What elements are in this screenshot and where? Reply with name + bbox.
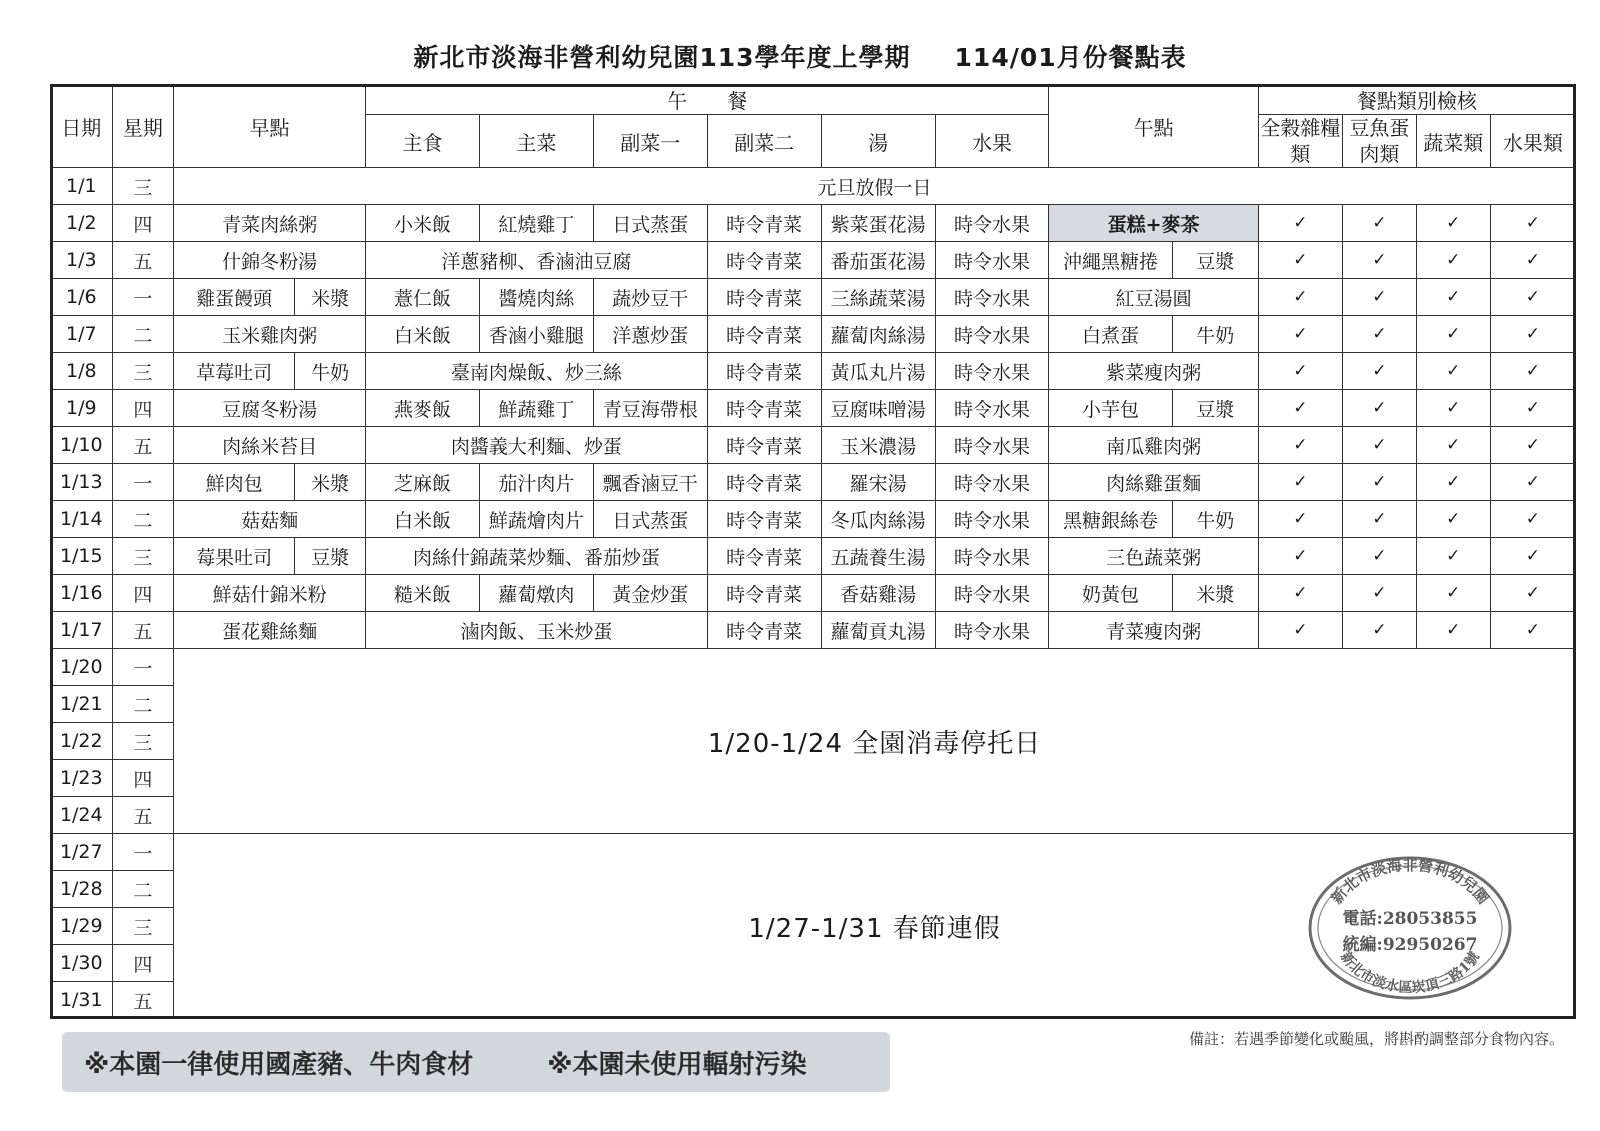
date-cell: 1/14 <box>51 501 113 538</box>
snack-cell: 蛋糕+麥茶 <box>1049 205 1258 242</box>
breakfast-cell: 什錦冬粉湯 <box>174 242 366 279</box>
date-cell: 1/30 <box>51 945 113 982</box>
weekday-cell: 二 <box>112 686 174 723</box>
check-mark: ✓ <box>1416 427 1490 464</box>
weekday-cell: 一 <box>112 649 174 686</box>
breakfast-cell: 肉絲米苔目 <box>174 427 366 464</box>
staple-cell: 燕麥飯 <box>366 390 480 427</box>
header-main-dish: 主菜 <box>479 115 593 168</box>
main-dish-cell: 茄汁肉片 <box>479 464 593 501</box>
check-mark: ✓ <box>1416 390 1490 427</box>
weekday-cell: 四 <box>112 390 174 427</box>
check-mark: ✓ <box>1416 353 1490 390</box>
weekday-cell: 三 <box>112 538 174 575</box>
weekday-cell: 三 <box>112 353 174 390</box>
weekday-cell: 三 <box>112 168 174 205</box>
snack-cell: 肉絲雞蛋麵 <box>1049 464 1258 501</box>
weekday-cell: 五 <box>112 242 174 279</box>
snack-drink-cell: 米漿 <box>1172 575 1258 612</box>
snack-drink-cell: 豆漿 <box>1172 242 1258 279</box>
notice-pork: ※本園一律使用國產豬、牛肉食材 <box>84 1049 474 1080</box>
table-row <box>51 501 1576 538</box>
remark-note: 備註：若遇季節變化或颱風，將斟酌調整部分食物內容。 <box>1188 1030 1564 1048</box>
check-mark: ✓ <box>1342 575 1416 612</box>
check-mark: ✓ <box>1342 501 1416 538</box>
fruit-cell: 時令水果 <box>935 464 1049 501</box>
date-cell: 1/2 <box>51 205 113 242</box>
staple-cell: 小米飯 <box>366 205 480 242</box>
date-cell: 1/1 <box>51 168 113 205</box>
weekday-cell: 一 <box>112 834 174 871</box>
side2-cell: 時令青菜 <box>707 316 821 353</box>
weekday-cell: 五 <box>112 797 174 834</box>
table-row <box>51 168 1576 205</box>
side2-cell: 時令青菜 <box>707 279 821 316</box>
side1-cell: 飄香滷豆干 <box>593 464 707 501</box>
breakfast-cell: 蛋花雞絲麵 <box>174 612 366 649</box>
seal-bottom-text: 新北市淡水區崁頂三路1號 <box>1337 949 1483 997</box>
weekday-cell: 四 <box>112 760 174 797</box>
check-mark: ✓ <box>1490 279 1575 316</box>
combo-cell: 肉醬義大利麵、炒蛋 <box>366 427 708 464</box>
header-staple: 主食 <box>366 115 480 168</box>
notice-radiation: ※本園未使用輻射污染 <box>547 1049 807 1080</box>
seal-top-text: 新北市淡海非營利幼兒園 <box>1327 856 1493 908</box>
snack-cell: 紫菜瘦肉粥 <box>1049 353 1258 390</box>
check-mark: ✓ <box>1258 538 1342 575</box>
side2-cell: 時令青菜 <box>707 575 821 612</box>
fruit-cell: 時令水果 <box>935 538 1049 575</box>
snack-cell: 小芋包 <box>1049 390 1172 427</box>
soup-cell: 冬瓜肉絲湯 <box>821 501 935 538</box>
check-mark: ✓ <box>1490 612 1575 649</box>
check-mark: ✓ <box>1258 427 1342 464</box>
staple-cell: 白米飯 <box>366 316 480 353</box>
closure-disinfection: 1/20-1/24 全園消毒停托日 <box>174 649 1576 834</box>
header-date: 日期 <box>51 85 113 168</box>
fruit-cell: 時令水果 <box>935 353 1049 390</box>
check-mark: ✓ <box>1258 612 1342 649</box>
soup-cell: 蘿蔔肉絲湯 <box>821 316 935 353</box>
date-cell: 1/17 <box>51 612 113 649</box>
check-mark: ✓ <box>1490 390 1575 427</box>
check-mark: ✓ <box>1258 205 1342 242</box>
date-cell: 1/31 <box>51 982 113 1019</box>
side2-cell: 時令青菜 <box>707 205 821 242</box>
side2-cell: 時令青菜 <box>707 353 821 390</box>
date-cell: 1/22 <box>51 723 113 760</box>
side2-cell: 時令青菜 <box>707 390 821 427</box>
header-breakfast: 早點 <box>174 85 366 168</box>
date-cell: 1/6 <box>51 279 113 316</box>
header-weekday: 星期 <box>112 85 174 168</box>
title-month: 114/01月份餐點表 <box>954 43 1187 72</box>
soup-cell: 香菇雞湯 <box>821 575 935 612</box>
snack-cell: 黑糖銀絲卷 <box>1049 501 1172 538</box>
fruit-cell: 時令水果 <box>935 205 1049 242</box>
header-veg: 蔬菜類 <box>1416 115 1490 168</box>
header-fruitcat: 水果類 <box>1490 115 1575 168</box>
breakfast-cell: 菇菇麵 <box>174 501 366 538</box>
staple-cell: 糙米飯 <box>366 575 480 612</box>
header-side2: 副菜二 <box>707 115 821 168</box>
fruit-cell: 時令水果 <box>935 501 1049 538</box>
soup-cell: 黃瓜丸片湯 <box>821 353 935 390</box>
snack-cell: 沖繩黑糖捲 <box>1049 242 1172 279</box>
check-mark: ✓ <box>1490 316 1575 353</box>
header-lunch: 午 餐 <box>366 85 1049 115</box>
side1-cell: 日式蒸蛋 <box>593 205 707 242</box>
check-mark: ✓ <box>1258 390 1342 427</box>
soup-cell: 五蔬養生湯 <box>821 538 935 575</box>
fruit-cell: 時令水果 <box>935 612 1049 649</box>
snack-drink-cell: 豆漿 <box>1172 390 1258 427</box>
check-mark: ✓ <box>1258 242 1342 279</box>
breakfast-drink-cell: 豆漿 <box>295 538 366 575</box>
closure-spring: 1/27-1/31 春節連假 <box>174 834 1576 1019</box>
seal-phone: 電話:28053855 <box>1342 909 1478 929</box>
weekday-cell: 一 <box>112 464 174 501</box>
check-mark: ✓ <box>1258 575 1342 612</box>
check-mark: ✓ <box>1416 242 1490 279</box>
date-cell: 1/3 <box>51 242 113 279</box>
check-mark: ✓ <box>1342 353 1416 390</box>
header-snack: 午點 <box>1049 85 1258 168</box>
date-cell: 1/29 <box>51 908 113 945</box>
fruit-cell: 時令水果 <box>935 279 1049 316</box>
weekday-cell: 五 <box>112 982 174 1019</box>
check-mark: ✓ <box>1490 242 1575 279</box>
side2-cell: 時令青菜 <box>707 501 821 538</box>
check-mark: ✓ <box>1416 538 1490 575</box>
fruit-cell: 時令水果 <box>935 316 1049 353</box>
breakfast-drink-cell: 米漿 <box>295 464 366 501</box>
title-main: 新北市淡海非營利幼兒園113學年度上學期 <box>413 43 911 72</box>
weekday-cell: 四 <box>112 945 174 982</box>
check-mark: ✓ <box>1342 390 1416 427</box>
date-cell: 1/7 <box>51 316 113 353</box>
breakfast-cell: 豆腐冬粉湯 <box>174 390 366 427</box>
main-dish-cell: 紅燒雞丁 <box>479 205 593 242</box>
header-side1: 副菜一 <box>593 115 707 168</box>
header-fruit: 水果 <box>935 115 1049 168</box>
table-row <box>51 464 1576 501</box>
weekday-cell: 二 <box>112 501 174 538</box>
weekday-cell: 五 <box>112 427 174 464</box>
weekday-cell: 三 <box>112 723 174 760</box>
staple-cell: 芝麻飯 <box>366 464 480 501</box>
staple-cell: 白米飯 <box>366 501 480 538</box>
main-dish-cell: 蘿蔔燉肉 <box>479 575 593 612</box>
side2-cell: 時令青菜 <box>707 427 821 464</box>
side1-cell: 蔬炒豆干 <box>593 279 707 316</box>
check-mark: ✓ <box>1416 279 1490 316</box>
breakfast-cell: 玉米雞肉粥 <box>174 316 366 353</box>
notice-banner <box>62 1032 890 1092</box>
fruit-cell: 時令水果 <box>935 575 1049 612</box>
table-row <box>51 427 1576 464</box>
date-cell: 1/16 <box>51 575 113 612</box>
check-mark: ✓ <box>1490 538 1575 575</box>
check-mark: ✓ <box>1342 464 1416 501</box>
fruit-cell: 時令水果 <box>935 427 1049 464</box>
weekday-cell: 三 <box>112 908 174 945</box>
table-row <box>51 316 1576 353</box>
snack-cell: 三色蔬菜粥 <box>1049 538 1258 575</box>
weekday-cell: 一 <box>112 279 174 316</box>
snack-cell: 紅豆湯圓 <box>1049 279 1258 316</box>
main-dish-cell: 香滷小雞腿 <box>479 316 593 353</box>
snack-drink-cell: 牛奶 <box>1172 316 1258 353</box>
combo-cell: 肉絲什錦蔬菜炒麵、番茄炒蛋 <box>366 538 708 575</box>
date-cell: 1/15 <box>51 538 113 575</box>
seal-tax-id: 統編:92950267 <box>1342 935 1478 955</box>
check-mark: ✓ <box>1416 464 1490 501</box>
weekday-cell: 四 <box>112 575 174 612</box>
breakfast-drink-cell: 米漿 <box>295 279 366 316</box>
page-title <box>0 38 1600 74</box>
date-cell: 1/27 <box>51 834 113 871</box>
weekday-cell: 二 <box>112 316 174 353</box>
soup-cell: 番茄蛋花湯 <box>821 242 935 279</box>
date-cell: 1/20 <box>51 649 113 686</box>
check-mark: ✓ <box>1342 538 1416 575</box>
soup-cell: 蘿蔔貢丸湯 <box>821 612 935 649</box>
breakfast-drink-cell: 牛奶 <box>295 353 366 390</box>
date-cell: 1/21 <box>51 686 113 723</box>
combo-cell: 臺南肉燥飯、炒三絲 <box>366 353 708 390</box>
header-check: 餐點類別檢核 <box>1258 85 1575 115</box>
check-mark: ✓ <box>1416 501 1490 538</box>
date-cell: 1/23 <box>51 760 113 797</box>
soup-cell: 豆腐味噌湯 <box>821 390 935 427</box>
check-mark: ✓ <box>1258 353 1342 390</box>
fruit-cell: 時令水果 <box>935 242 1049 279</box>
kindergarten-seal-stamp <box>1304 852 1516 1002</box>
header-protein: 豆魚蛋肉類 <box>1342 115 1416 168</box>
fruit-cell: 時令水果 <box>935 390 1049 427</box>
check-mark: ✓ <box>1342 316 1416 353</box>
date-cell: 1/28 <box>51 871 113 908</box>
table-row <box>51 612 1576 649</box>
main-dish-cell: 醬燒肉絲 <box>479 279 593 316</box>
snack-cell: 青菜瘦肉粥 <box>1049 612 1258 649</box>
side2-cell: 時令青菜 <box>707 242 821 279</box>
check-mark: ✓ <box>1342 279 1416 316</box>
soup-cell: 羅宋湯 <box>821 464 935 501</box>
check-mark: ✓ <box>1258 501 1342 538</box>
check-mark: ✓ <box>1490 501 1575 538</box>
date-cell: 1/10 <box>51 427 113 464</box>
table-row <box>51 575 1576 612</box>
table-row <box>51 538 1576 575</box>
svg-text:新北市淡海非營利幼兒園 <box>1328 856 1493 907</box>
weekday-cell: 二 <box>112 871 174 908</box>
check-mark: ✓ <box>1490 205 1575 242</box>
breakfast-cell: 青菜肉絲粥 <box>174 205 366 242</box>
staple-cell: 薏仁飯 <box>366 279 480 316</box>
check-mark: ✓ <box>1490 464 1575 501</box>
side2-cell: 時令青菜 <box>707 538 821 575</box>
snack-cell: 南瓜雞肉粥 <box>1049 427 1258 464</box>
table-row <box>51 205 1576 242</box>
check-mark: ✓ <box>1258 316 1342 353</box>
weekday-cell: 四 <box>112 205 174 242</box>
check-mark: ✓ <box>1416 612 1490 649</box>
date-cell: 1/9 <box>51 390 113 427</box>
table-row <box>51 649 1576 686</box>
combo-cell: 洋蔥豬柳、香滷油豆腐 <box>366 242 708 279</box>
breakfast-cell: 鮮肉包 <box>174 464 295 501</box>
check-mark: ✓ <box>1416 205 1490 242</box>
side1-cell: 洋蔥炒蛋 <box>593 316 707 353</box>
side1-cell: 日式蒸蛋 <box>593 501 707 538</box>
holiday-note: 元旦放假一日 <box>174 168 1576 205</box>
snack-cell: 白煮蛋 <box>1049 316 1172 353</box>
table-row <box>51 353 1576 390</box>
side1-cell: 黃金炒蛋 <box>593 575 707 612</box>
main-dish-cell: 鮮蔬雞丁 <box>479 390 593 427</box>
weekday-cell: 五 <box>112 612 174 649</box>
header-soup: 湯 <box>821 115 935 168</box>
side1-cell: 青豆海帶根 <box>593 390 707 427</box>
combo-cell: 滷肉飯、玉米炒蛋 <box>366 612 708 649</box>
check-mark: ✓ <box>1342 205 1416 242</box>
header-grains: 全穀雜糧類 <box>1258 115 1342 168</box>
side2-cell: 時令青菜 <box>707 464 821 501</box>
check-mark: ✓ <box>1416 316 1490 353</box>
table-row <box>51 242 1576 279</box>
check-mark: ✓ <box>1490 427 1575 464</box>
table-row <box>51 390 1576 427</box>
check-mark: ✓ <box>1258 279 1342 316</box>
breakfast-cell: 鮮菇什錦米粉 <box>174 575 366 612</box>
snack-drink-cell: 牛奶 <box>1172 501 1258 538</box>
soup-cell: 玉米濃湯 <box>821 427 935 464</box>
main-dish-cell: 鮮蔬燴肉片 <box>479 501 593 538</box>
check-mark: ✓ <box>1342 242 1416 279</box>
date-cell: 1/8 <box>51 353 113 390</box>
check-mark: ✓ <box>1490 353 1575 390</box>
check-mark: ✓ <box>1490 575 1575 612</box>
side2-cell: 時令青菜 <box>707 612 821 649</box>
date-cell: 1/13 <box>51 464 113 501</box>
date-cell: 1/24 <box>51 797 113 834</box>
soup-cell: 三絲蔬菜湯 <box>821 279 935 316</box>
check-mark: ✓ <box>1342 427 1416 464</box>
table-row <box>51 279 1576 316</box>
soup-cell: 紫菜蛋花湯 <box>821 205 935 242</box>
check-mark: ✓ <box>1416 575 1490 612</box>
breakfast-cell: 草莓吐司 <box>174 353 295 390</box>
check-mark: ✓ <box>1342 612 1416 649</box>
breakfast-cell: 雞蛋饅頭 <box>174 279 295 316</box>
snack-cell: 奶黃包 <box>1049 575 1172 612</box>
check-mark: ✓ <box>1258 464 1342 501</box>
breakfast-cell: 莓果吐司 <box>174 538 295 575</box>
